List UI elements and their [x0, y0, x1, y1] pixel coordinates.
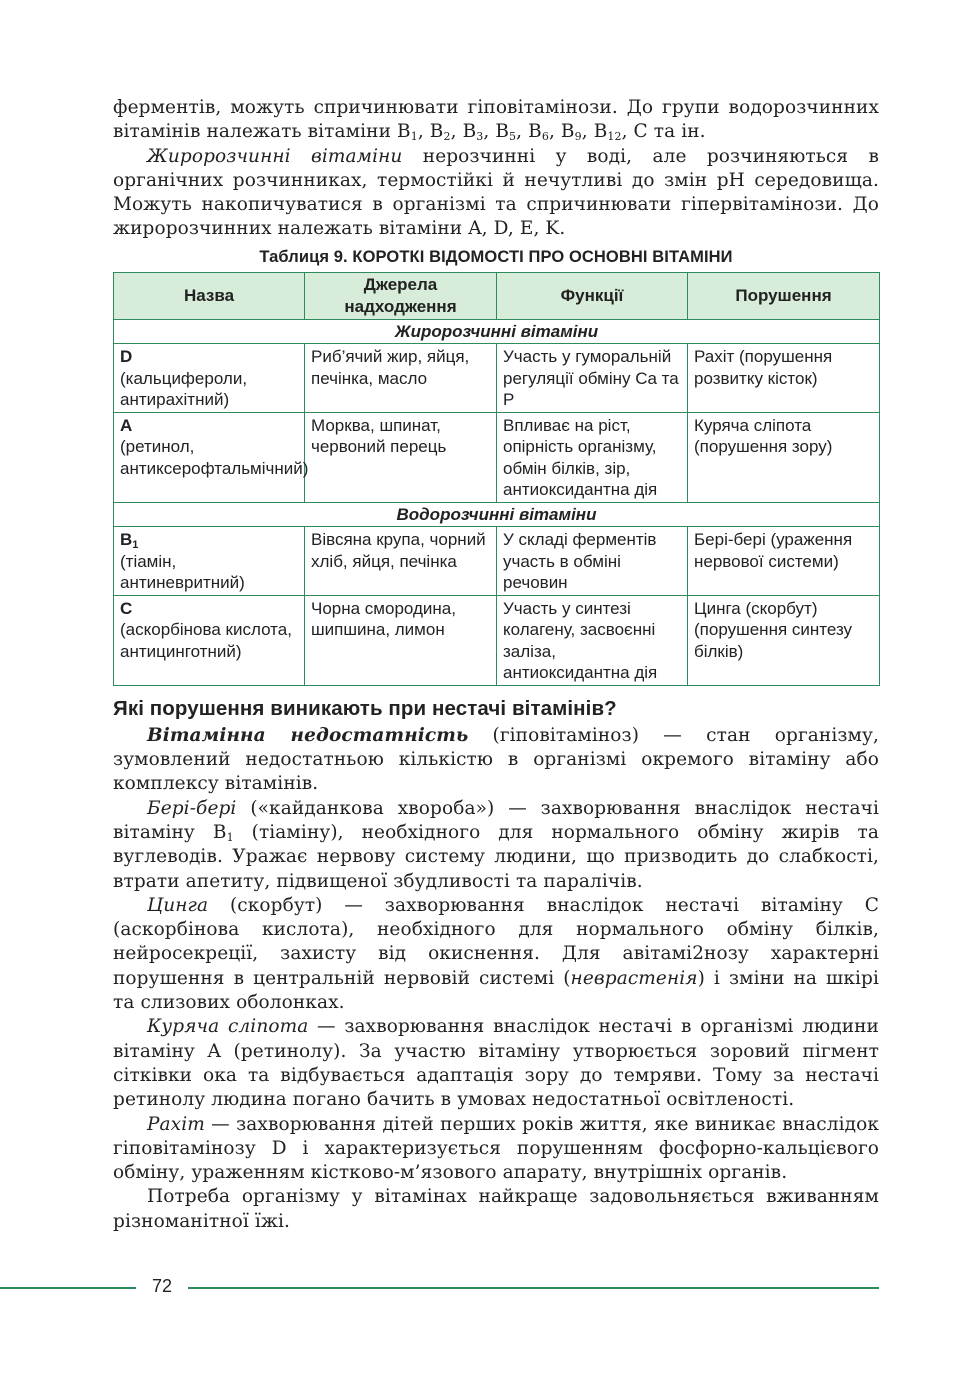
- term-fat-soluble: Жиророзчинні вітаміни: [147, 145, 403, 167]
- intro-text: ферментів, можуть спричинювати гіповітамінози. До групи водорозчинних вітамінів належать вітаміни: [113, 97, 879, 143]
- term-beriberi: Бері-бері: [147, 797, 237, 819]
- cell-sources: Морква, шпинат, червоний перець: [305, 412, 497, 502]
- vitamin-b1: $B_1$: [397, 121, 418, 144]
- table-row: [114, 527, 880, 596]
- vitamin-b9: $B_9$: [560, 121, 582, 144]
- cell-name: $B_1$ (тіамін, антиневритний): [114, 527, 305, 596]
- cell-disorders: Бері-бері (ураження нервової системи): [688, 527, 880, 596]
- paragraph-hypovitaminosis: Вітамінна недостатність (гіповітаміноз) — стан організму, зумовлений недостатньою кількістю в організмі окремого вітаміну або комплексу вітамінів.: [113, 724, 879, 795]
- term-scurvy: Цинга: [147, 894, 209, 916]
- page-number: 72: [151, 1276, 173, 1296]
- header-functions: Функції: [497, 272, 688, 319]
- cell-functions: Участь у гуморальній регуляції обміну Ca та P: [497, 344, 688, 413]
- intro-text-2: нерозчинні у воді, але розчиняються в органічних розчинниках, термостійкі й нечутливі до змін pH середовища. Можуть накопичуватися в організмі та спричинювати гіпервітамінози. До жиророзчинних належать вітаміни A, D, E, K.: [113, 145, 879, 240]
- page-content: [113, 96, 879, 1234]
- term-rickets: Рахіт: [147, 1113, 205, 1135]
- term-neurasthenia: неврастенія: [570, 967, 698, 989]
- vitamin-b6: $B_6$: [528, 121, 549, 144]
- cell-disorders: Цинга (скорбут) (порушення синтезу білків): [688, 595, 880, 685]
- cell-functions: У складі ферментів участь в обміні речовин: [497, 527, 688, 596]
- term-night-blindness: Куряча сліпота: [147, 1016, 309, 1038]
- section-heading: Які порушення виникають при нестачі вітамінів?: [113, 696, 617, 720]
- cell-sources: Вівсяна крупа, чорний хліб, яйця, печінка: [305, 527, 497, 596]
- vitamins-table: [113, 272, 880, 686]
- intro-paragraph-2: [113, 145, 879, 242]
- header-name: Назва: [114, 272, 305, 319]
- intro-paragraph-1: ферментів, можуть спричинювати гіповітамінози. До групи водорозчинних вітамінів належать вітаміни $B_1$, $B_2$, $B_3$, $B_5$, $B_6$, $B_9$, $B_{12}$, С та ін.: [113, 97, 879, 144]
- cell-disorders: Куряча сліпота (порушення зору): [688, 412, 880, 502]
- vitamin-b3: $B_3$: [462, 121, 484, 144]
- table-caption: Таблиця 9. КОРОТКІ ВІДОМОСТІ ПРО ОСНОВНІ ВІТАМІНИ: [259, 247, 733, 266]
- cell-name: D (кальцифероли, антирахітний): [114, 344, 305, 413]
- group-water-soluble: Водорозчинні вітаміни: [114, 502, 880, 527]
- table-row: [114, 344, 880, 413]
- group-fat-soluble: Жиророзчинні вітаміни: [114, 319, 880, 344]
- paragraph-beriberi: Бері-бері («кайданкова хвороба») — захворювання внаслідок нестачі вітаміну $B_1$ (тіаміну), необхідного для нормального обміну жирів та вуглеводів. Уражає нервову систему людини, що призводить до слабкості, втрати апетиту, підвищеної збудливості та паралічів.: [113, 797, 880, 892]
- cell-name: C (аскорбінова кислота, антицинготний): [114, 595, 305, 685]
- vitamin-b2: $B_2$: [429, 121, 451, 144]
- paragraph-scurvy: Цинга (скорбут) — захворювання внаслідок нестачі вітаміну С (аскорбінова кислота), необхідного для нормального обміну білків, нейросекреції, захисту від окиснення. Для авітамі2нозу характерні порушення в центральній нервовій системі (неврастенія) і зміни на шкірі та слизових оболонках.: [113, 894, 879, 1014]
- paragraph-conclusion: Потреба організму у вітамінах найкраще задовольняється вживанням різноманітної їжі.: [113, 1186, 879, 1232]
- table-row: [114, 412, 880, 502]
- paragraph-night-blindness: Куряча сліпота — захворювання внаслідок нестачі в організмі людини вітаміну A (ретинолу). За участю вітаміну утворюється зоровий пігмент сітківки ока та відбувається адаптація зору до темряви. Тому за нестачі ретинолу людина погано бачить в умовах недостатньої освітленості.: [113, 1016, 879, 1111]
- group-row-water: [114, 502, 880, 527]
- cell-disorders: Рахіт (порушення розвитку кісток): [688, 344, 880, 413]
- table-row: [114, 595, 880, 685]
- vitamin-b5: $B_5$: [495, 121, 517, 144]
- group-row-fat: [114, 319, 880, 344]
- footer-rule-right: [188, 1287, 879, 1289]
- cell-sources: Риб’ячий жир, яйця, печінка, масло: [305, 344, 497, 413]
- cell-functions: Впливає на ріст, опірність організму, обмін білків, зір, антиоксидантна дія: [497, 412, 688, 502]
- cell-functions: Участь у синтезі колагену, засвоєнні заліза, антиоксидантна дія: [497, 595, 688, 685]
- paragraph-rickets: Рахіт — захворювання дітей перших років життя, яке виникає внаслідок гіповітамінозу D і характеризується порушенням фосфорно-кальцієвого обміну, ураженням кістково-м’язового апарату, внутрішніх органів.: [113, 1113, 879, 1184]
- cell-name: A (ретинол, антиксерофтальмічний): [114, 412, 305, 502]
- cell-sources: Чорна смородина, шипшина, лимон: [305, 595, 497, 685]
- intro-tail: , С та ін.: [621, 121, 706, 143]
- footer-rule-left: [0, 1287, 136, 1289]
- vitamin-b12: $B_{12}$: [593, 121, 622, 144]
- header-disorders: Порушення: [688, 272, 880, 319]
- header-sources: Джерела надходження: [305, 272, 497, 319]
- term-hypovitaminosis: Вітамінна недостатність: [147, 724, 469, 746]
- table-header-row: [114, 272, 880, 319]
